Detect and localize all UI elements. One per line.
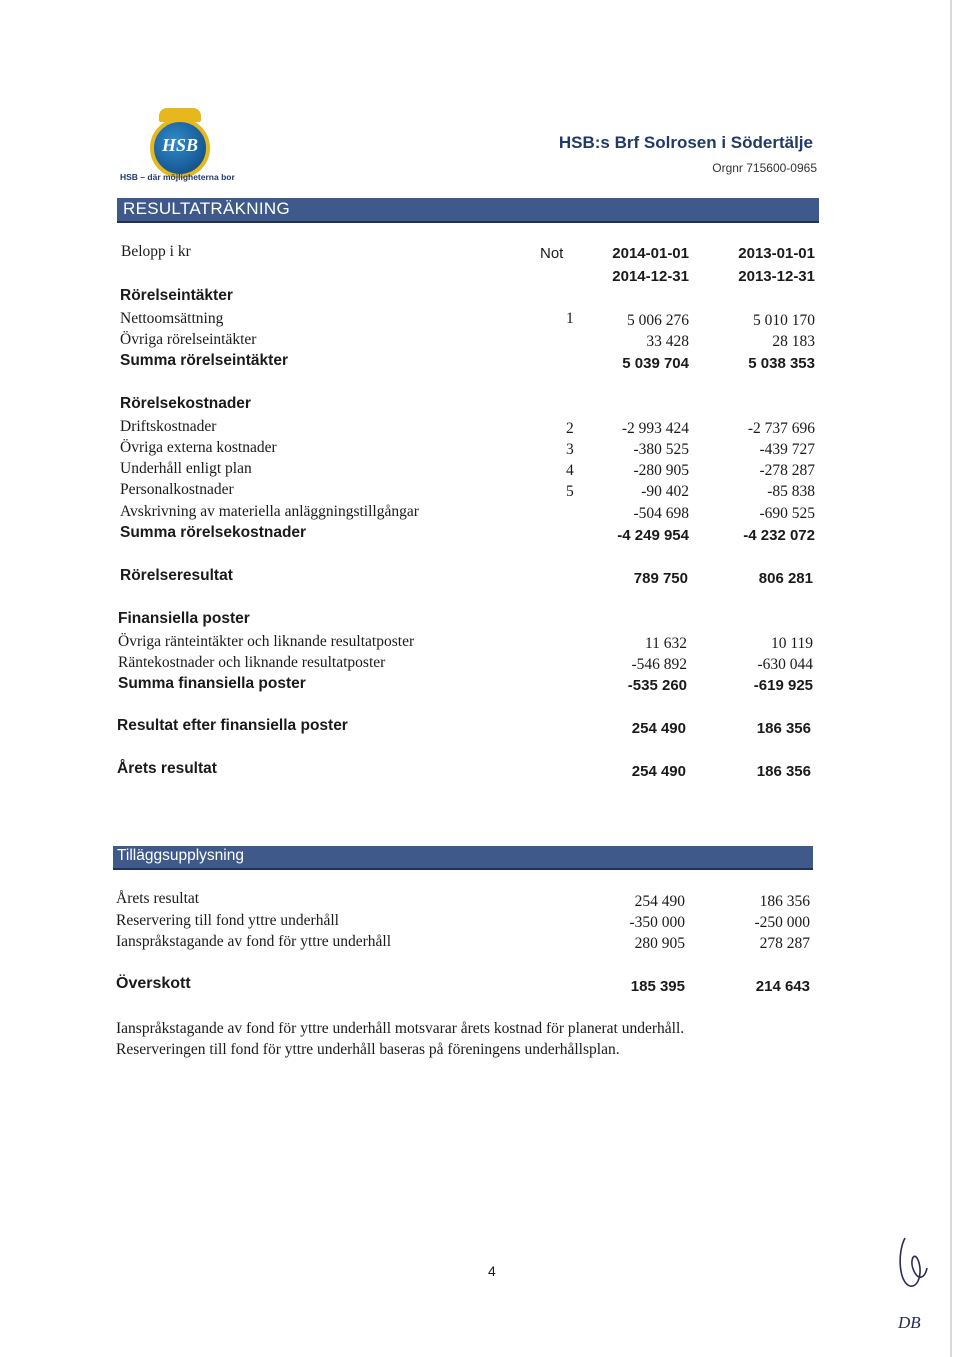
table-row-label: Driftskostnader [120,418,217,435]
table-row-value-2014: 5 006 276 [627,312,689,329]
report-title-banner [117,198,819,223]
costs-sum-2013: -4 232 072 [743,527,815,544]
table-row-value-2013: -278 287 [759,462,815,479]
table-row-label: Reservering till fond yttre underhåll [116,912,339,929]
supplement-note-1: Ianspråkstagande av fond för yttre underhåll motsvarar årets kostnad för planerat underhåll. [116,1020,685,1037]
year-result-2013: 186 356 [756,763,811,780]
financial-sum-label: Summa finansiella poster [118,675,306,692]
page-edge-line [950,0,952,1357]
table-row-label: Övriga ränteintäkter och liknande resultatposter [118,633,415,650]
table-row-value-2014: -380 525 [633,441,689,458]
supplement-banner [113,846,813,870]
table-row-label: Avskrivning av materiella anläggningstillgångar [120,503,419,520]
page-number: 4 [488,1263,496,1279]
operating-result-2013: 806 281 [758,570,813,587]
table-row-value-2013: -690 525 [759,505,815,522]
table-row-value-2014: -280 905 [633,462,689,479]
hsb-logo [145,108,215,178]
table-row-value-2013: -250 000 [754,914,810,931]
table-row-note: 5 [566,483,574,500]
col-not-header: Not [540,245,564,262]
table-row-note: 2 [566,420,574,437]
signature-scribble-path [900,1238,927,1286]
table-row-note: 4 [566,462,574,479]
table-row-value-2013: 5 010 170 [753,312,815,329]
income-sum-2014: 5 039 704 [622,355,689,372]
after-financial-label: Resultat efter finansiella poster [117,717,348,734]
signature-initials: DB [898,1313,921,1332]
table-row-label: Räntekostnader och liknande resultatposter [118,654,386,671]
financial-sum-2013: -619 925 [753,677,813,694]
table-row-value-2014: 254 490 [634,893,685,910]
org-number: Orgnr 715600-0965 [712,161,817,175]
table-row-note: 3 [566,441,574,458]
table-row-value-2013: -439 727 [759,441,815,458]
costs-heading: Rörelsekostnader [120,395,251,412]
supplement-title: Tilläggsupplysning [117,847,244,864]
table-row-value-2013: 278 287 [759,935,810,952]
amount-unit-label: Belopp i kr [121,243,191,260]
table-row-value-2013: 28 183 [772,333,815,350]
signature-scribble [895,1228,940,1298]
operating-result-2014: 789 750 [633,570,688,587]
financial-heading: Finansiella poster [118,610,250,627]
table-row-value-2014: 11 632 [644,635,687,652]
income-sum-2013: 5 038 353 [748,355,815,372]
logo-tagline: HSB – där möjligheterna bor [120,172,235,182]
table-row-value-2014: 33 428 [646,333,689,350]
logo-badge [150,118,210,178]
table-row-value-2014: -546 892 [631,656,687,673]
surplus-2013: 214 643 [755,978,810,995]
company-name: HSB:s Brf Solrosen i Södertälje [558,133,813,152]
col2-from: 2013-01-01 [738,245,815,262]
financial-sum-2014: -535 260 [627,677,687,694]
col1-to: 2014-12-31 [612,268,689,285]
table-row-value-2014: -504 698 [633,505,689,522]
table-row-label: Underhåll enligt plan [120,460,252,477]
table-row-label: Årets resultat [116,890,200,907]
table-row-value-2014: -350 000 [629,914,685,931]
table-row-value-2013: -85 838 [767,483,815,500]
table-row-value-2013: 186 356 [759,893,810,910]
year-result-2014: 254 490 [631,763,686,780]
table-row-value-2013: -630 044 [757,656,813,673]
table-row-value-2014: -90 402 [641,483,689,500]
table-row-value-2014: -2 993 424 [621,420,689,437]
operating-result-label: Rörelseresultat [120,567,233,584]
table-row-label: Personalkostnader [120,481,234,498]
costs-sum-2014: -4 249 954 [617,527,689,544]
table-row-label: Övriga externa kostnader [120,439,277,456]
surplus-label: Överskott [116,975,191,992]
col1-from: 2014-01-01 [612,245,689,262]
logo-letters: HSB [161,135,199,155]
after-financial-2013: 186 356 [756,720,811,737]
surplus-2014: 185 395 [630,978,685,995]
income-heading: Rörelseintäkter [120,287,233,304]
supplement-note-2: Reserveringen till fond för yttre underhåll baseras på föreningens underhållsplan. [116,1041,620,1058]
table-row-value-2014: 280 905 [634,935,685,952]
table-row-value-2013: -2 737 696 [747,420,815,437]
report-title: RESULTATRÄKNING [123,199,290,218]
table-row-note: 1 [566,310,574,327]
year-result-label: Årets resultat [117,760,217,777]
col2-to: 2013-12-31 [738,268,815,285]
table-row-label: Nettoomsättning [120,310,224,327]
after-financial-2014: 254 490 [631,720,686,737]
costs-sum-label: Summa rörelsekostnader [120,524,307,541]
table-row-label: Övriga rörelseintäkter [120,331,257,348]
table-row-value-2013: 10 119 [770,635,813,652]
income-sum-label: Summa rörelseintäkter [120,352,288,369]
table-row-label: Ianspråkstagande av fond för yttre underhåll [116,933,392,950]
